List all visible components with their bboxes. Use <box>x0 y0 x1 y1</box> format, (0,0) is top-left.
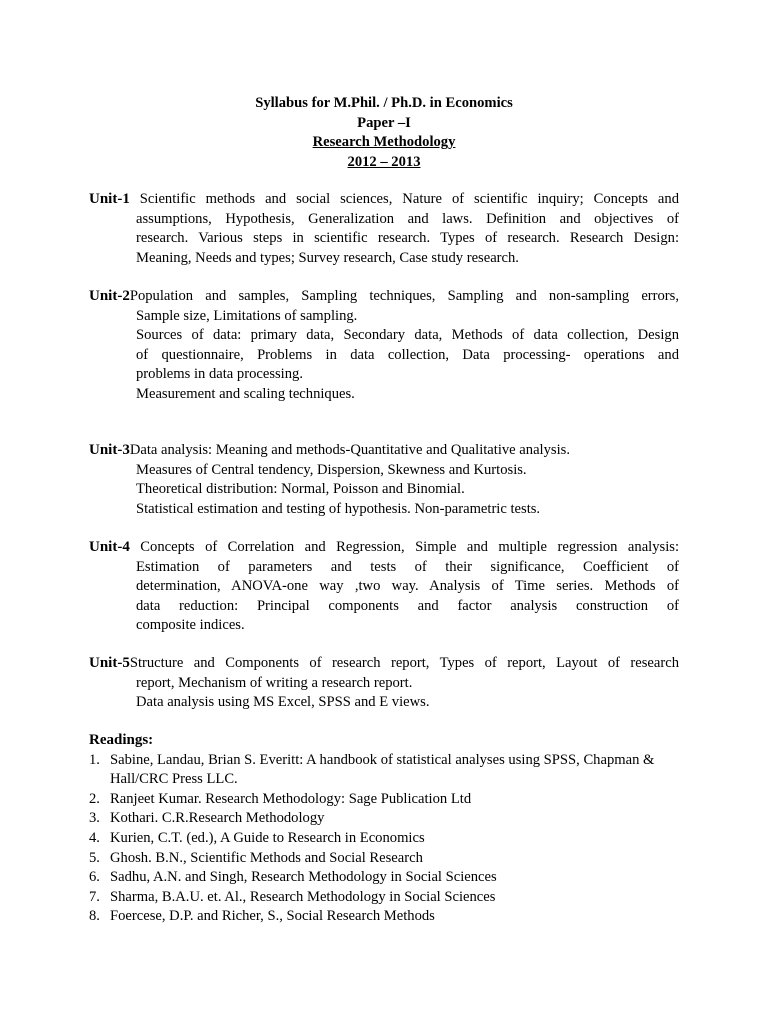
reading-text: Sharma, B.A.U. et. Al., Research Methodology in Social Sciences <box>110 888 496 905</box>
reading-text: Sadhu, A.N. and Singh, Research Methodology in Social Sciences <box>110 869 497 886</box>
paper-subject: Research Methodology <box>312 134 456 150</box>
reading-number: 8. <box>89 908 100 925</box>
unit-5-first-line <box>89 654 679 674</box>
unit-2-first-line <box>89 287 679 307</box>
unit-2-text-line-5: problems in data processing. <box>136 366 303 383</box>
unit-3-text-line-3: Theoretical distribution: Normal, Poisson and Binomial. <box>136 481 465 498</box>
reading-item-6 <box>89 868 711 888</box>
unit-5-text-line-1: Structure and Components of research report, Types of report, Layout of research <box>129 655 679 671</box>
reading-text: Ranjeet Kumar. Research Methodology: Sage Publication Ltd <box>110 790 472 807</box>
unit-3-text-line-1: Data analysis: Meaning and methods-Quantitative and Qualitative analysis. <box>129 442 570 458</box>
reading-text: Sabine, Landau, Brian S. Everitt: A handbook of statistical analyses using SPSS, Chapman & Hall/CRC Press LLC. <box>110 751 655 788</box>
reading-number: 1. <box>89 751 100 768</box>
readings-heading: Readings: <box>89 732 154 748</box>
unit-5-label: Unit-5 <box>89 655 130 671</box>
unit-1-text-line-4: Meaning, Needs and types; Survey research, Case study research. <box>136 249 519 266</box>
unit-2-section <box>89 287 679 405</box>
reading-item-2 <box>89 790 711 810</box>
reading-number: 6. <box>89 869 100 886</box>
unit-2-text-line-4: of questionnaire, Problems in data collection, Data processing- operations and <box>136 346 679 363</box>
unit-4-text-line-3: determination, ANOVA-one way ,two way. Analysis of Time series. Methods of <box>136 578 679 595</box>
unit-4-text-line-5: composite indices. <box>136 617 245 634</box>
reading-number: 3. <box>89 810 100 827</box>
unit-3-first-line <box>89 441 679 461</box>
reading-number: 5. <box>89 849 100 866</box>
reading-item-5 <box>89 849 711 869</box>
document-header <box>0 94 768 172</box>
unit-4-first-line <box>89 538 679 558</box>
unit-5-text-line-3: Data analysis using MS Excel, SPSS and E views. <box>136 694 430 711</box>
unit-1-text-line-1: Scientific methods and social sciences, Nature of scientific inquiry; Concepts and <box>129 191 679 207</box>
unit-4-text-line-4: data reduction: Principal components and factor analysis construction of <box>136 597 679 614</box>
reading-text: Foercese, D.P. and Richer, S., Social Research Methods <box>110 908 435 925</box>
unit-1-first-line <box>89 190 679 210</box>
unit-4-section <box>89 538 679 636</box>
unit-2-text-line-2: Sample size, Limitations of sampling. <box>136 307 358 324</box>
unit-2-label: Unit-2 <box>89 288 130 304</box>
reading-item-3 <box>89 809 711 829</box>
academic-year: 2012 – 2013 <box>347 153 421 170</box>
reading-number: 2. <box>89 790 100 807</box>
unit-2-text-line-6: Measurement and scaling techniques. <box>136 385 355 402</box>
unit-3-label: Unit-3 <box>89 442 130 458</box>
reading-text: Kothari. C.R.Research Methodology <box>110 810 325 827</box>
reading-item-4 <box>89 829 711 849</box>
unit-3-text-line-4: Statistical estimation and testing of hypothesis. Non-parametric tests. <box>136 500 541 517</box>
unit-5-text-line-2: report, Mechanism of writing a research report. <box>136 674 413 691</box>
unit-2-text-line-1: Population and samples, Sampling techniques, Sampling and non-sampling errors, <box>129 288 679 304</box>
reading-text: Kurien, C.T. (ed.), A Guide to Research in Economics <box>110 829 425 846</box>
reading-item-1 <box>89 751 711 790</box>
unit-1-section <box>89 190 679 268</box>
syllabus-title: Syllabus for M.Phil. / Ph.D. in Economics <box>255 95 513 111</box>
unit-4-text-line-2: Estimation of parameters and tests of their significance, Coefficient of <box>136 558 679 575</box>
unit-4-label: Unit-4 <box>89 539 130 555</box>
unit-4-text-line-1: Concepts of Correlation and Regression, Simple and multiple regression analysis: <box>129 539 679 555</box>
unit-1-text-line-3: research. Various steps in scientific research. Types of research. Research Design: <box>136 230 679 247</box>
unit-2-text-line-3: Sources of data: primary data, Secondary data, Methods of data collection, Design <box>136 327 679 344</box>
unit-1-text-line-2: assumptions, Hypothesis, Generalization and laws. Definition and objectives of <box>136 210 679 227</box>
reading-item-8 <box>89 907 711 927</box>
readings-section <box>89 731 719 927</box>
paper-number: Paper –I <box>357 114 411 131</box>
reading-item-7 <box>89 888 711 908</box>
unit-1-label: Unit-1 <box>89 191 130 207</box>
reading-text: Ghosh. B.N., Scientific Methods and Social Research <box>110 849 423 866</box>
reading-number: 4. <box>89 829 100 846</box>
unit-3-section <box>89 441 679 519</box>
reading-number: 7. <box>89 888 100 905</box>
unit-3-text-line-2: Measures of Central tendency, Dispersion, Skewness and Kurtosis. <box>136 461 527 478</box>
unit-5-section <box>89 654 679 713</box>
